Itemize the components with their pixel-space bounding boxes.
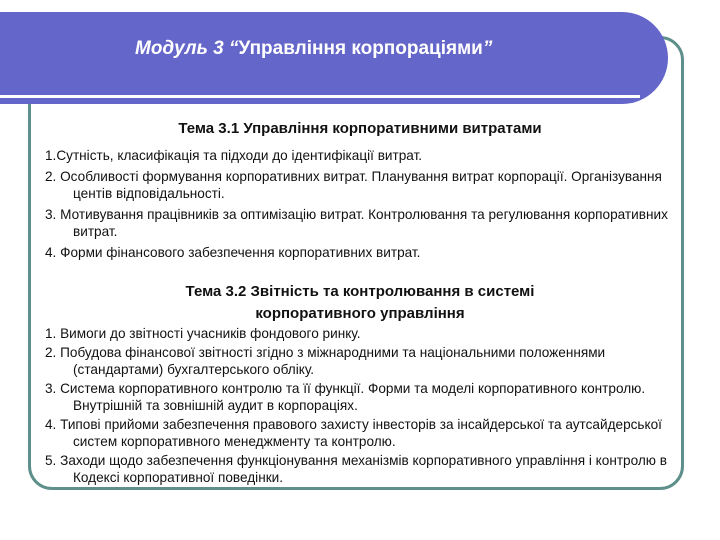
slide-content: [45, 120, 675, 488]
topic-3-2-title-line1: Тема 3.2 Звітність та контролювання в системі: [185, 283, 535, 300]
topic-3-2-item: 3. Система корпоративного контролю та її функції. Форми та моделі корпоративного контролю. Внутрішній та зовнішній аудит в корпораціях.: [45, 381, 646, 413]
topic-3-2-list: [45, 325, 675, 486]
topic-3-1-item: 1.Сутність, класифікація та підходи до ідентифікації витрат.: [45, 148, 423, 163]
topic-3-2-item: 5. Заходи щодо забезпечення функціонування механізмів корпоративного управління і контролю в Кодексі корпоративної поведінки.: [45, 453, 668, 485]
topic-3-1-item: 2. Особливості формування корпоративних витрат. Планування витрат корпорації. Організування центів відповідальності.: [45, 169, 662, 201]
title-prefix: Модуль 3 “: [135, 38, 239, 59]
topic-3-2-title-line2: корпоративного управління: [255, 305, 465, 322]
page-title: [135, 38, 492, 60]
title-suffix: ”: [482, 38, 493, 59]
topic-3-1-item: 3. Мотивування працівників за оптимізацію витрат. Контролювання та регулювання корпоративних витрат.: [45, 207, 668, 239]
topic-3-2-item: 4. Типові прийоми забезпечення правового захисту інвесторів за інсайдерської та аутсайдерської систем корпоративного менеджменту та контролю.: [45, 417, 662, 449]
topic-3-1-list: [45, 147, 675, 261]
title-main: Управління корпораціями: [238, 38, 483, 59]
topic-3-1-item: 4. Форми фінансового забезпечення корпоративних витрат.: [45, 245, 421, 260]
topic-3-2-item: 1. Вимоги до звітності учасників фондового ринку.: [45, 326, 361, 341]
topic-3-2-item: 2. Побудова фінансової звітності згідно з міжнародними та національними положеннями (стандартами) бухгалтерського обліку.: [45, 345, 606, 377]
topic-3-1-title: Тема 3.1 Управління корпоративними витратами: [178, 120, 542, 137]
banner-divider: [0, 95, 640, 98]
topic-3-2-title: [45, 281, 675, 325]
